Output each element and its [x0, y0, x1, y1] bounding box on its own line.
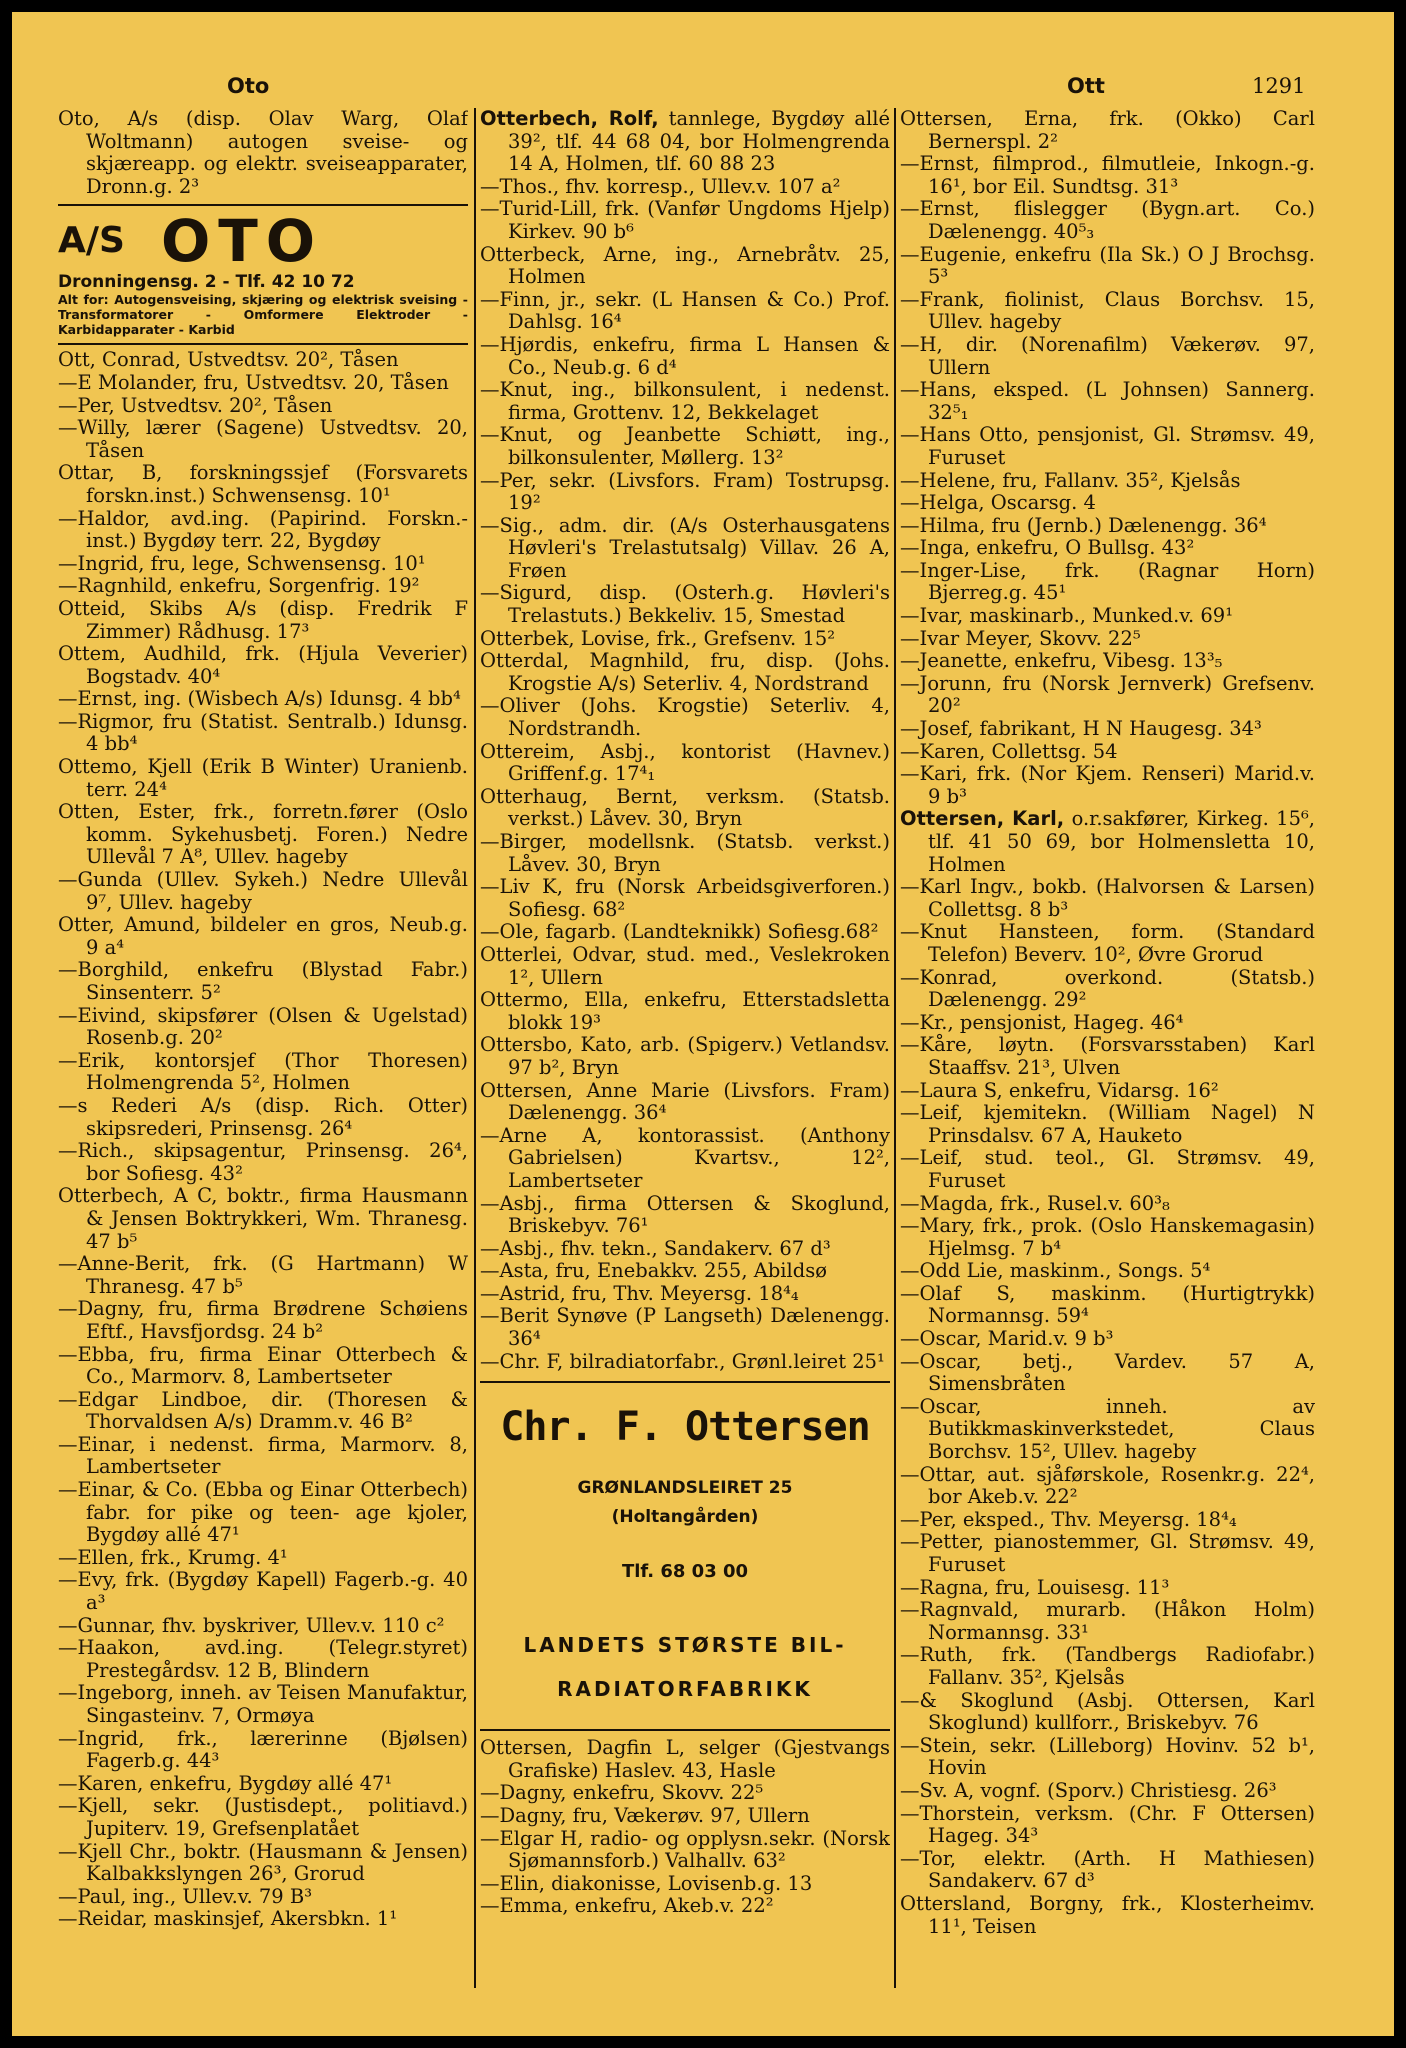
- listing-entry: Oto, A/s (disp. Olav Warg, Olaf Woltmann) autogen sveise- og skjæreapp. og elektr. sveiseapparater, Dronn.g. 2³: [58, 108, 468, 198]
- listing-lead-rest: o.r.sakfører, Kirkeg. 15⁶, tlf. 41 50 69, bor Holmensletta 10, Holmen: [928, 807, 1315, 876]
- listing-entry: —Berit Synøve (P Langseth) Dælenengg. 36⁴: [480, 1304, 890, 1351]
- listing-entry: Ott, Conrad, Ustvedtsv. 20², Tåsen: [58, 348, 399, 372]
- listing-entry: —Knut, og Jeanbette Schiøtt, ing., bilkonsulenter, Møllerg. 13²: [480, 423, 890, 469]
- oto-products: Alt for: Autogensveising, skjæring og elektrisk sveising - Transformatorer - Omformere Elektroder - Karbidapparater - Karbid: [58, 292, 468, 338]
- listing-entry: —Reidar, maskinsjef, Akersbkn. 1¹: [58, 1907, 398, 1931]
- listing-entry: —Ellen, frk., Krumg. 4¹: [58, 1545, 288, 1569]
- listing-entry: —Kr., pensjonist, Hageg. 46⁴: [900, 1010, 1184, 1034]
- oto-logo: [58, 207, 468, 276]
- listing-entry: Otterbeck, Arne, ing., Arnebråtv. 25, Holmen: [480, 242, 890, 289]
- listing-entry: —Ivar Meyer, Skovv. 22⁵: [900, 626, 1141, 650]
- listing-entry: Otterbech, A C, boktr., firma Hausmann & Jensen Boktrykkeri, Wm. Thranesg. 47 b⁵: [58, 1184, 468, 1253]
- oto-logo-as: A/S: [58, 220, 125, 262]
- listing-entry: —Leif, kjemitekn. (William Nagel) N Prinsdalsv. 67 A, Hauketo: [900, 1101, 1315, 1147]
- listing-entry: —Kari, frk. (Nor Kjem. Renseri) Marid.v. 9 b³: [900, 762, 1315, 808]
- listing-entry: —Stein, sekr. (Lilleborg) Hovinv. 52 b¹, Hovin: [900, 1733, 1315, 1780]
- listing-entry: —Chr. F, bilradiatorfabr., Grønl.leiret 25¹: [480, 1349, 885, 1373]
- listing-entry: —Einar, i nedenst. firma, Marmorv. 8, Lambertseter: [58, 1432, 468, 1479]
- listing-entry: —Sv. A, vognf. (Sporv.) Christiesg. 26³: [900, 1778, 1277, 1802]
- listing-entry: Ottar, B, forskningssjef (Forsvarets forskn.inst.) Schwensensg. 10¹: [58, 461, 468, 507]
- listing-entry: —Mary, frk., prok. (Oslo Hanskemagasin) Hjelmsg. 7 b⁴: [900, 1214, 1315, 1260]
- listing-entry: —Paul, ing., Ullev.v. 79 B³: [58, 1884, 313, 1908]
- listing-entry: —Per, sekr. (Livsfors. Fram) Tostrupsg. 19²: [480, 468, 890, 515]
- listing-entry: —Ernst, ing. (Wisbech A/s) Idunsg. 4 bb⁴: [58, 687, 461, 711]
- listing-entry: —Liv K, fru (Norsk Arbeidsgiverforen.) Sofiesg. 68²: [480, 875, 890, 921]
- listing-entry: —Karl Ingv., bokb. (Halvorsen & Larsen) Collettsg. 8 b³: [900, 875, 1315, 921]
- listing-entry: —Gunnar, fhv. byskriver, Ullev.v. 110 c²: [58, 1613, 445, 1637]
- listing-entry: —Hans Otto, pensjonist, Gl. Strømsv. 49, Furuset: [900, 423, 1315, 469]
- listing-entry: —Ebba, fru, firma Einar Otterbech & Co., Marmorv. 8, Lambertseter: [58, 1342, 468, 1389]
- listing-entry: —Laura S, enkefru, Vidarsg. 16²: [900, 1078, 1219, 1102]
- listing-entry: —Asta, fru, Enebakkv. 255, Abildsø: [480, 1259, 828, 1283]
- listing-entry: —Konrad, overkond. (Statsb.) Dælenengg. 29²: [900, 965, 1315, 1012]
- listing-entry: —Kjell Chr., boktr. (Hausmann & Jensen) Kalbakkslyngen 26³, Grorud: [58, 1839, 468, 1886]
- listing-entry: —Ivar, maskinarb., Munked.v. 69¹: [900, 604, 1234, 628]
- listing-entry: —Oscar, Marid.v. 9 b³: [900, 1327, 1114, 1351]
- oto-advertisement: [58, 204, 468, 345]
- listing-entry: —Sigurd, disp. (Osterh.g. Høvleri's Trelastuts.) Bekkeliv. 15, Smestad: [480, 581, 890, 628]
- listing-entry: —Turid-Lill, frk. (Vanfør Ungdoms Hjelp) Kirkev. 90 b⁶: [480, 197, 890, 243]
- listing-entry: —Sig., adm. dir. (A/s Osterhausgatens Høvleri's Trelastutsalg) Villav. 26 A, Frøen: [480, 513, 890, 582]
- listing-lead-name: Ottersen, Karl,: [900, 807, 1065, 831]
- listing-entry: —& Skoglund (Asbj. Ottersen, Karl Skoglund) kullforr., Briskebyv. 76: [900, 1688, 1315, 1735]
- listing-entry: —Odd Lie, maskinm., Songs. 5⁴: [900, 1259, 1211, 1283]
- listing-entry: —Hjørdis, enkefru, firma L Hansen & Co., Neub.g. 6 d⁴: [480, 332, 890, 379]
- ottersen-advertisement: [480, 1381, 890, 1731]
- listing-entry: —Per, Ustvedtsv. 20², Tåsen: [58, 393, 333, 417]
- listing-entry: Otterhaug, Bernt, verksm. (Statsb. verkst.) Låvev. 30, Bryn: [480, 784, 890, 831]
- listing-entry: —Dagny, fru, Vækerøv. 97, Ullern: [480, 1804, 810, 1828]
- listing-entry: —Erik, kontorsjef (Thor Thoresen) Holmengrenda 5², Holmen: [58, 1048, 468, 1095]
- listing-entry: Otteid, Skibs A/s (disp. Fredrik F Zimmer) Rådhusg. 17³: [58, 596, 468, 643]
- listing-entry: —Anne-Berit, frk. (G Hartmann) W Thranesg. 47 b⁵: [58, 1252, 468, 1298]
- listing-entry: —H, dir. (Norenafilm) Vækerøv. 97, Ullern: [900, 332, 1315, 379]
- listing-entry: Ottemo, Kjell (Erik B Winter) Uranienb. terr. 24⁴: [58, 755, 468, 801]
- header-right-keyword: Ott: [1067, 74, 1105, 98]
- listing-entry: Ottersbo, Kato, arb. (Spigerv.) Vetlandsv. 97 b², Bryn: [480, 1033, 890, 1079]
- listing-entry: —Elgar H, radio- og opplysn.sekr. (Norsk Sjømannsforb.) Valhallv. 63²: [480, 1826, 890, 1873]
- listing-entry: —Frank, fiolinist, Claus Borchsv. 15, Ullev. hageby: [900, 287, 1315, 334]
- ottersen-ad-street: GRØNLANDSLEIRET 25: [577, 1478, 793, 1499]
- column-3: [900, 108, 1315, 2008]
- listing-entry: —Rigmor, fru (Statist. Sentralb.) Idunsg. 4 bb⁴: [58, 709, 468, 756]
- listing-entry: —Evy, frk. (Bygdøy Kapell) Fagerb.-g. 40 a³: [58, 1568, 468, 1615]
- listing-entry-lead: [480, 108, 890, 176]
- column-2: [480, 108, 890, 2008]
- listing-entry: —Per, eksped., Thv. Meyersg. 18⁴₄: [900, 1507, 1237, 1531]
- listing-entry: —Ottar, aut. sjåførskole, Rosenkr.g. 22⁴, bor Akeb.v. 22²: [900, 1462, 1315, 1509]
- page-header: [12, 74, 1394, 108]
- listing-entry: —Rich., skipsagentur, Prinsensg. 26⁴, bor Sofiesg. 43²: [58, 1139, 468, 1185]
- listing-entry: —Knut Hansteen, form. (Standard Telefon) Beverv. 10², Øvre Grorud: [900, 920, 1315, 966]
- listing-entry: —Thorstein, verksm. (Chr. F Ottersen) Hageg. 34³: [900, 1801, 1315, 1848]
- listing-entry: Otterdal, Magnhild, fru, disp. (Johs. Krogstie A/s) Seterliv. 4, Nordstrand: [480, 649, 890, 695]
- listing-entry: —Asbj., fhv. tekn., Sandakerv. 67 d³: [480, 1236, 831, 1260]
- listing-entry-lead: [900, 808, 1315, 876]
- listing-entry: —Willy, lærer (Sagene) Ustvedtsv. 20, Tåsen: [58, 416, 468, 462]
- listing-entry: —Eivind, skipsfører (Olsen & Ugelstad) Rosenb.g. 20²: [58, 1003, 468, 1050]
- listing-entry: —Ragna, fru, Louisesg. 11³: [900, 1575, 1170, 1599]
- listing-entry: —Helga, Oscarsg. 4: [900, 491, 1096, 515]
- listing-entry: —Gunda (Ullev. Sykeh.) Nedre Ullevål 9⁷, Ullev. hageby: [58, 868, 468, 914]
- listing-entry: —Finn, jr., sekr. (L Hansen & Co.) Prof. Dahlsg. 16⁴: [480, 287, 890, 334]
- listing-entry: —Thos., fhv. korresp., Ullev.v. 107 a²: [480, 174, 841, 198]
- column-divider-2: [894, 108, 896, 1988]
- listing-entry: Ottersen, Dagfin L, selger (Gjestvangs Grafiske) Haslev. 43, Hasle: [480, 1736, 890, 1782]
- ottersen-ad-name: Chr. F. Ottersen: [500, 1404, 870, 1451]
- listing-entry: —Astrid, fru, Thv. Meyersg. 18⁴₄: [480, 1281, 799, 1305]
- listing-entry: —Asbj., firma Ottersen & Skoglund, Briskebyv. 76¹: [480, 1191, 890, 1238]
- header-left-keyword: Oto: [227, 74, 270, 98]
- listing-entry: —E Molander, fru, Ustvedtsv. 20, Tåsen: [58, 370, 449, 394]
- listing-entry: —Karen, Collettsg. 54: [900, 739, 1118, 763]
- listing-entry: —Haldor, avd.ing. (Papirind. Forskn.-inst.) Bygdøy terr. 22, Bygdøy: [58, 506, 468, 553]
- column-1: [58, 108, 468, 2008]
- listing-entry: —Magda, frk., Rusel.v. 60³₈: [900, 1191, 1170, 1215]
- listing-entry: —Jorunn, fru (Norsk Jernverk) Grefsenv. 20²: [900, 671, 1315, 718]
- page-number: 1291: [1252, 74, 1306, 98]
- listing-entry: —Kåre, løytn. (Forsvarsstaben) Karl Staaffsv. 21³, Ulven: [900, 1033, 1315, 1079]
- listing-entry: —Ole, fagarb. (Landteknikk) Sofiesg.68²: [480, 920, 879, 944]
- listing-lead-rest: tannlege, Bygdøy allé 39², tlf. 44 68 04, bor Holmengrenda 14 A, Holmen, tlf. 60 88 23: [508, 108, 890, 176]
- listing-entry: —Arne A, kontorassist. (Anthony Gabrielsen) Kvartsv., 12², Lambertseter: [480, 1123, 890, 1192]
- listing-entry: —Elin, diakonisse, Lovisenb.g. 13: [480, 1871, 813, 1895]
- listing-entry: —Ruth, frk. (Tandbergs Radiofabr.) Fallanv. 35², Kjelsås: [900, 1643, 1315, 1689]
- listing-lead-name: Otterbech, Rolf,: [480, 108, 659, 130]
- oto-address: Dronningensg. 2 - Tlf. 42 10 72: [58, 272, 355, 293]
- listing-entry: —Ingrid, fru, lege, Schwensensg. 10¹: [58, 551, 426, 575]
- listing-entry: —s Rederi A/s (disp. Rich. Otter) skipsrederi, Prinsensg. 26⁴: [58, 1093, 468, 1140]
- listing-entry: —Josef, fabrikant, H N Haugesg. 34³: [900, 717, 1262, 741]
- oto-logo-text: OTO: [160, 207, 324, 276]
- ottersen-ad-place: (Holtangården): [611, 1507, 759, 1528]
- listing-entry: —Jeanette, enkefru, Vibesg. 13³₅: [900, 649, 1223, 673]
- listing-entry: —Ingeborg, inneh. av Teisen Manufaktur, Singasteinv. 7, Ormøya: [58, 1681, 468, 1727]
- listing-entry: —Edgar Lindboe, dir. (Thoresen & Thorvaldsen A/s) Dramm.v. 46 B²: [58, 1387, 468, 1434]
- listing-entry: —Kjell, sekr. (Justisdept., politiavd.) Jupiterv. 19, Grefsenplatået: [58, 1794, 468, 1840]
- listing-entry: Otterbek, Lovise, frk., Grefsenv. 15²: [480, 626, 836, 650]
- ottersen-ad-phone: Tlf. 68 03 00: [621, 1561, 749, 1583]
- listing-entry: —Emma, enkefru, Akeb.v. 22²: [480, 1894, 774, 1918]
- listing-entry: —Leif, stud. teol., Gl. Strømsv. 49, Furuset: [900, 1146, 1315, 1192]
- listing-entry: —Ernst, filmprod., filmutleie, Inkogn.-g. 16¹, bor Eil. Sundtsg. 31³: [900, 152, 1315, 198]
- listing-entry: —Oscar, inneh. av Butikkmaskinverkstedet, Claus Borchsv. 15², Ullev. hageby: [900, 1394, 1315, 1464]
- listing-entry: Otter, Amund, bildeler en gros, Neub.g. 9 a⁴: [58, 913, 468, 959]
- listing-entry: Otterlei, Odvar, stud. med., Veslekroken 1², Ullern: [480, 942, 890, 989]
- listing-entry: —Borghild, enkefru (Blystad Fabr.) Sinsenterr. 5²: [58, 958, 468, 1004]
- listing-entry: —Birger, modellsnk. (Statsb. verkst.) Låvev. 30, Bryn: [480, 830, 890, 876]
- listing-entry: —Inger-Lise, frk. (Ragnar Horn) Bjerreg.g. 45¹: [900, 558, 1315, 605]
- listing-entry: Ottermo, Ella, enkefru, Etterstadsletta blokk 19³: [480, 988, 890, 1034]
- ottersen-ad-slogan: LANDETS STØRSTE BIL-RADIATORFABRIKK: [523, 1633, 847, 1702]
- listing-entry: —Ragnhild, enkefru, Sorgenfrig. 19²: [58, 574, 420, 598]
- listing-entry: Ottem, Audhild, frk. (Hjula Veverier) Bogstadv. 40⁴: [58, 642, 468, 688]
- listing-entry: —Dagny, enkefru, Skovv. 22⁵: [480, 1781, 764, 1805]
- column-divider-1: [474, 108, 476, 1988]
- listing-entry: —Tor, elektr. (Arth. H Mathiesen) Sandakerv. 67 d³: [900, 1846, 1315, 1893]
- listing-entry: —Olaf S, maskinm. (Hurtigtrykk) Normannsg. 59⁴: [900, 1281, 1315, 1328]
- listing-entry: Otten, Ester, frk., forretn.fører (Oslo komm. Sykehusbetj. Foren.) Nedre Ullevål 7 A⁸, Ullev. hageby: [58, 800, 468, 869]
- listing-entry: —Oliver (Johs. Krogstie) Seterliv. 4, Nordstrandh.: [480, 694, 890, 741]
- listing-entry: —Ragnvald, murarb. (Håkon Holm) Normannsg. 33¹: [900, 1598, 1315, 1644]
- listing-entry: —Einar, & Co. (Ebba og Einar Otterbech) fabr. for pike og teen- age kjoler, Bygdøy allé 47¹: [58, 1478, 468, 1547]
- listing-entry: —Karen, enkefru, Bygdøy allé 47¹: [58, 1771, 393, 1795]
- listing-entry: Ottersen, Anne Marie (Livsfors. Fram) Dælenengg. 36⁴: [480, 1078, 890, 1125]
- listing-entry: —Hilma, fru (Jernb.) Dælenengg. 36⁴: [900, 513, 1267, 537]
- listing-entry: —Knut, ing., bilkonsulent, i nedenst. firma, Grottenv. 12, Bekkelaget: [480, 378, 890, 424]
- listing-entry: —Inga, enkefru, O Bullsg. 43²: [900, 536, 1195, 560]
- listing-entry: Ottereim, Asbj., kontorist (Havnev.) Griffenf.g. 17⁴₁: [480, 739, 890, 786]
- listing-entry: Ottersen, Erna, frk. (Okko) Carl Bernerspl. 2²: [900, 108, 1315, 153]
- listing-entry: —Ernst, flislegger (Bygn.art. Co.) Dælenengg. 40⁵₃: [900, 197, 1315, 243]
- listing-entry: —Haakon, avd.ing. (Telegr.styret) Prestegårdsv. 12 B, Blindern: [58, 1636, 468, 1682]
- listing-entry: Ottersland, Borgny, frk., Klosterheimv. 11¹, Teisen: [900, 1891, 1315, 1938]
- listing-entry: —Ingrid, frk., lærerinne (Bjølsen) Fagerb.g. 44³: [58, 1726, 468, 1773]
- directory-page: [12, 12, 1394, 2036]
- listing-entry: —Helene, fru, Fallanv. 35², Kjelsås: [900, 468, 1241, 492]
- listing-entry: —Eugenie, enkefru (Ila Sk.) O J Brochsg. 5³: [900, 242, 1315, 289]
- listing-entry: —Hans, eksped. (L Johnsen) Sannerg. 32⁵₁: [900, 378, 1315, 424]
- listing-entry: —Petter, pianostemmer, Gl. Strømsv. 49, Furuset: [900, 1530, 1315, 1576]
- listing-entry: —Oscar, betj., Vardev. 57 A, Simensbråten: [900, 1349, 1315, 1396]
- listing-entry: —Dagny, fru, firma Brødrene Schøiens Eftf., Havsfjordsg. 24 b²: [58, 1297, 468, 1343]
